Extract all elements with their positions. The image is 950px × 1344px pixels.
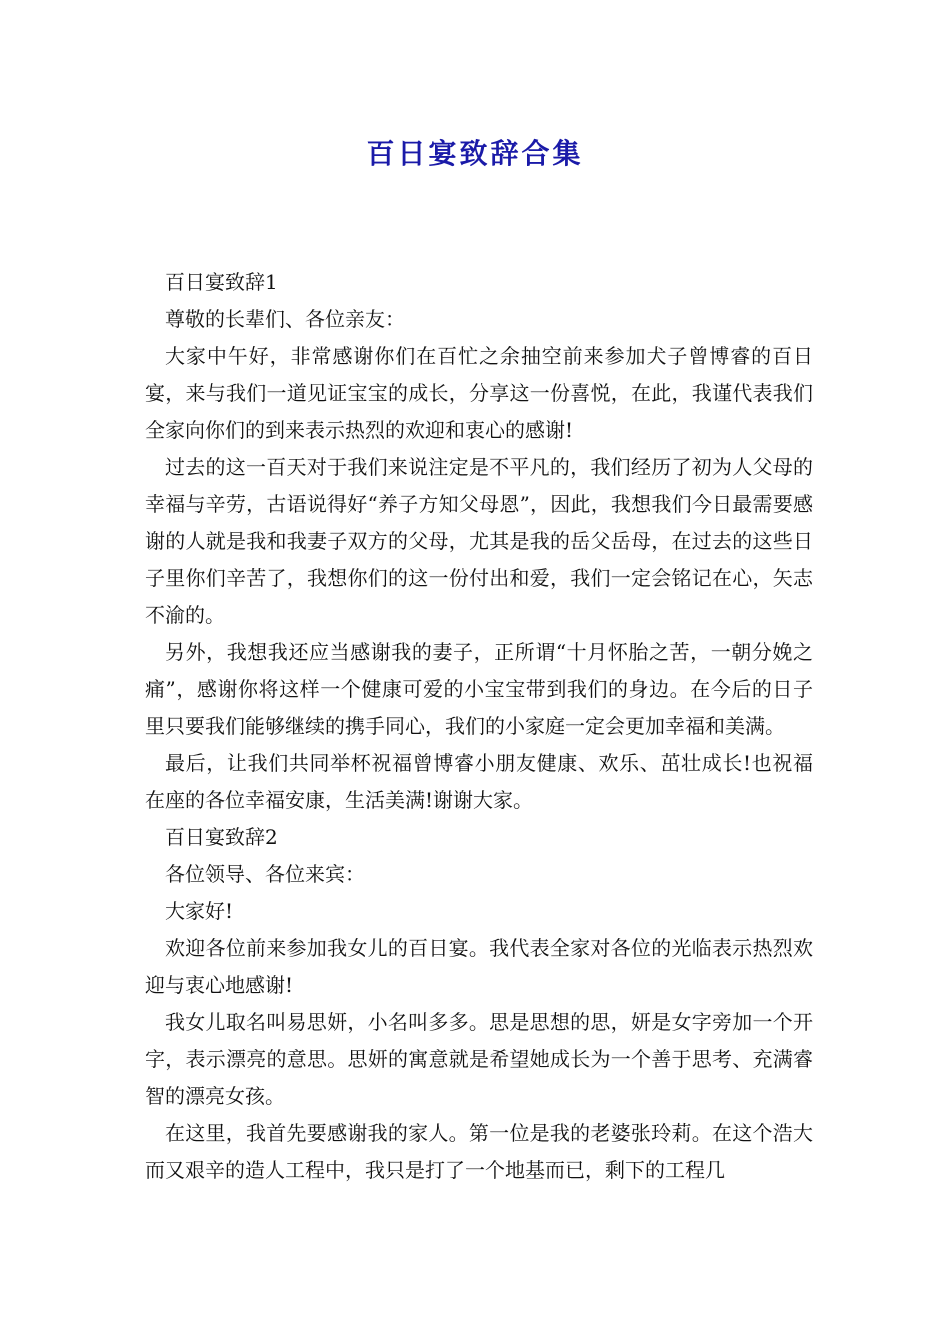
paragraph: 百日宴致辞1 bbox=[165, 270, 278, 294]
paragraph: 在这里，我首先要感谢我的家人。第一位是我的老婆张玲莉。在这个浩大而又艰辛的造人工程中，我只是打了一个地基而已，剩下的工程几 bbox=[145, 1121, 813, 1182]
paragraph: 另外，我想我还应当感谢我的妻子，正所谓“十月怀胎之苦，一朝分娩之痛”，感谢你将这样一个健康可爱的小宝宝带到我们的身边。在今后的日子里只要我们能够继续的携手同心，我们的小家庭一定会更加幸福和美满。 bbox=[145, 640, 813, 738]
paragraph: 过去的这一百天对于我们来说注定是不平凡的，我们经历了初为人父母的幸福与辛劳，古语说得好“养子方知父母恩”，因此，我想我们今日最需要感谢的人就是我和我妻子双方的父母，尤其是我的岳父岳母，在过去的这些日子里你们辛苦了，我想你们的这一份付出和爱，我们一定会铭记在心，矢志不渝的。 bbox=[145, 455, 813, 627]
paragraph: 我女儿取名叫易思妍，小名叫多多。思是思想的思，妍是女字旁加一个开字，表示漂亮的意思。思妍的寓意就是希望她成长为一个善于思考、充满睿智的漂亮女孩。 bbox=[145, 1010, 813, 1108]
document-title: 百日宴致辞合集 bbox=[366, 137, 584, 170]
document-body bbox=[145, 264, 813, 1189]
paragraph: 大家中午好，非常感谢你们在百忙之余抽空前来参加犬子曾博睿的百日宴，来与我们一道见证宝宝的成长，分享这一份喜悦，在此，我谨代表我们全家向你们的到来表示热烈的欢迎和衷心的感谢! bbox=[145, 344, 813, 442]
paragraph: 最后，让我们共同举杯祝福曾博睿小朋友健康、欢乐、茁壮成长!也祝福在座的各位幸福安康，生活美满!谢谢大家。 bbox=[145, 751, 813, 812]
paragraph: 各位领导、各位来宾： bbox=[165, 862, 365, 886]
paragraph: 尊敬的长辈们、各位亲友： bbox=[165, 307, 405, 331]
paragraph: 欢迎各位前来参加我女儿的百日宴。我代表全家对各位的光临表示热烈欢迎与衷心地感谢! bbox=[145, 936, 813, 997]
paragraph: 百日宴致辞2 bbox=[165, 825, 278, 849]
paragraph: 大家好! bbox=[165, 899, 234, 923]
